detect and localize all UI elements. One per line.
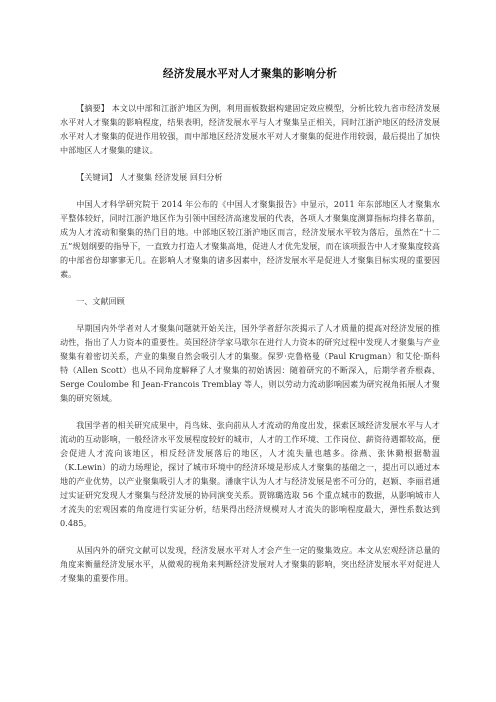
section-heading: 一、文献回顾 [76, 296, 125, 306]
abstract-paragraph: 【摘要】 本文以中部和江浙沪地区为例，利用面板数据构建固定效应模型，分析比较九省市经济发展水平对人才聚集的影响程度，结果表明，经济发展水平与人才聚集呈正相关，同时江浙沪地区的经济发展水平对人才聚集的促进作用较强，而中部地区经济发展水平对人才聚集的促进作用较弱，最后提出了加快中部地区人才聚集的建议。 [60, 103, 440, 155]
keywords-paragraph: 【关键词】 人才聚集 经济发展 回归分析 [76, 172, 223, 182]
review-paragraph-1: 早期国内外学者对人才聚集问题就开始关注，国外学者舒尔茨揭示了人才质量的提高对经济发展的推动性，指出了人力资本的重要性。英国经济学家马歇尔在进行人力资本的研究过程中发现人才聚集与产业聚集有着密切关系，产业的集聚自然会吸引人才的集聚。保罗·克鲁格曼（Paul Krugman）和艾伦·斯科特（Allen Scott）也从不同角度解释了人才聚集的初始诱因：随着研究的不断深入，后期学者乔根森、Serge Coulombe 和 Jean-Francois Tremblay 等人，则以劳动力流动影响因素为研究视角拓展人才聚集的研究领域。 [60, 323, 440, 403]
spacer [60, 157, 440, 170]
spacer [60, 184, 440, 197]
intro-paragraph: 中国人才科学研究院于 2014 年公布的《中国人才聚集报告》中显示，2011 年东部地区人才聚集水平整体较好，同时江浙沪地区作为引领中国经济高速发展的代表，各项人才聚集度测算指标均排名靠前，成为人才流动和聚集的热门目的地。中部地区较江浙沪地区而言，经济发展水平较为落后，虽然在“十二五”规划纲要的指导下，一直致力打造人才聚集高地，促进人才优先发展，而在该项报告中人才聚集度较高的中部省份却寥寥无几。在影响人才聚集的诸多因素中，经济发展水平是促进人才聚集目标实现的重要因素。 [60, 199, 440, 279]
review-paragraph-2: 我国学者的相关研究成果中，肖鸟妹、张向前从人才流动的角度出发，探索区域经济发展水平与人才流动的互动影响，一般经济水平发展程度较好的城市，人才的工作环境、工作岗位、薪资待遇都较高，便会促进人才流向该地区，相反经济发展落后的地区，人才流失量也越多。徐燕、张休勤根据勒温（K.Lewin）的动力场理论，探讨了城市环境中的经济环境是形成人才聚集的基础之一，提出可以通过本地的产业优势，以产业聚集吸引人才的集聚。潘康宇认为人才与经济发展是密不可分的，赵颖、李丽君通过实证研究发现人才聚集与经济发展的协同演变关系。贾锦璐选取 56 个重点城市的数据，从影响城市人才流失的宏观因素的角度进行实证分析，结果得出经济规模对人才流失的影响程度最大，弹性系数达到 0.485。 [60, 420, 440, 528]
spacer [60, 308, 440, 321]
spacer [60, 405, 440, 418]
spacer [60, 530, 440, 543]
review-paragraph-3: 从国内外的研究文献可以发现，经济发展水平对人才会产生一定的聚集效应。本文从宏观经济总量的角度来衡量经济发展水平，从微观的视角来判断经济发展对人才聚集的影响，突出经济发展水平对促进人才聚集的重要作用。 [60, 545, 440, 583]
spacer [60, 281, 440, 294]
document-title: 经济发展水平对人才聚集的影响分析 [162, 68, 338, 80]
